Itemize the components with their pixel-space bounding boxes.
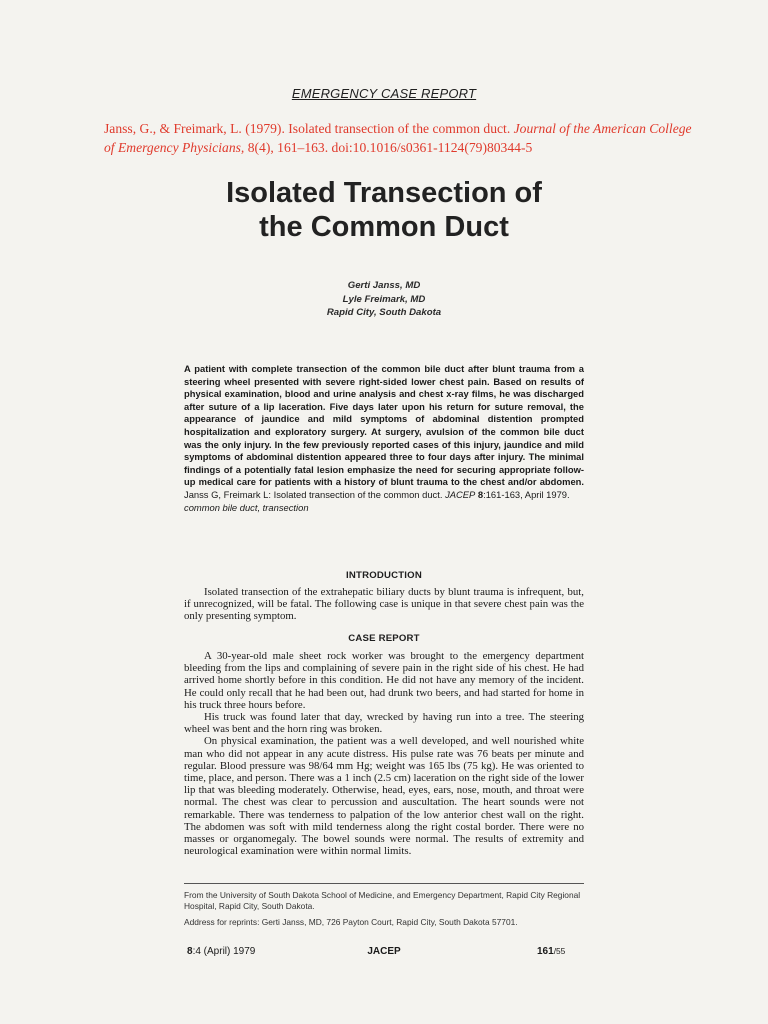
footer-journal-name: JACEP	[367, 946, 401, 957]
abstract-ref-pages: :161-163, April 1979.	[483, 488, 570, 500]
affiliation-footnote: From the University of South Dakota School of Medicine, and Emergency Department, Rapid City Regional Hospital, Rapid City, South Dakota.	[184, 890, 581, 911]
abstract-summary: A patient with complete transection of the common bile duct after blunt trauma from a steering wheel presented with severe right-sided lower chest pain. Based on results of physical examination, blood and urine analysis and chest x-ray films, he was discharged after suture of a lip laceration. Five days later upon his return for suture removal, the appearance of jaundice and mild symptoms of abdominal distention prompted hospitalization and exploratory surgery. At surgery, avulsion of the common bile duct was the only injury. In the few previously reported cases of this injury, jaundice and mild symptoms of abdominal distention appeared three to four days after injury. The minimal findings of a potentially fatal lesion emphasize the need for securing appropriate follow-up medical care for patients with a history of blunt trauma to the chest and/or abdomen.	[184, 363, 584, 488]
author-location: Rapid City, South Dakota	[326, 307, 442, 318]
introduction-heading: INTRODUCTION	[346, 570, 422, 581]
abstract-ref-journal: JACEP	[445, 488, 476, 500]
section-tag: EMERGENCY CASE REPORT	[291, 86, 477, 101]
footer-page-rest: /55	[553, 946, 566, 956]
article-title-line-1: Isolated Transection of	[226, 177, 542, 209]
abstract-keywords: common bile duct, transection	[184, 501, 309, 513]
introduction-paragraph: Isolated transection of the extrahepatic biliary ducts by blunt trauma is infrequent, but, if unrecognized, will be fatal. The following case is unique in that severe chest pain was the only presenting symptom.	[184, 586, 584, 623]
footer-issue-volume: 8	[187, 946, 193, 957]
footer-issue-date: :4 (April) 1979	[192, 946, 256, 957]
author-2: Lyle Freimark, MD	[342, 293, 426, 305]
case-paragraph-2: His truck was found later that day, wrecked by having run into a tree. The steering wheel was bent and the horn ring was broken.	[184, 711, 584, 736]
citation-details: 8(4), 161–163. doi:10.1016/s0361-1124(79)80344-5	[244, 140, 533, 155]
footer-page-bold: 161	[537, 946, 554, 957]
introduction-text	[184, 586, 584, 623]
author-block	[0, 279, 768, 320]
article-title	[0, 176, 768, 244]
abstract-ref-authors: Janss G, Freimark L: Isolated transection of the common duct.	[184, 488, 446, 500]
case-paragraph-1: A 30-year-old male sheet rock worker was brought to the emergency department bleeding from the lips and complaining of severe pain in the right side of his chest. He had arrived home shortly before in this condition. He did not have any memory of the incident. He could only recall that he had been out, had drunk two beers, and had started for home in his truck three hours before.	[184, 650, 584, 711]
citation-journal: Journal of the American College of Emergency Physicians,	[104, 121, 692, 155]
citation	[104, 119, 704, 157]
author-1: Gerti Janss, MD	[347, 280, 421, 291]
reprints-footnote: Address for reprints: Gerti Janss, MD, 726 Payton Court, Rapid City, South Dakota 57701.	[184, 917, 518, 927]
case-report-text	[184, 650, 584, 857]
footer-journal	[0, 946, 768, 957]
abstract-ref-volume: 8	[475, 488, 484, 500]
case-report-heading: CASE REPORT	[348, 633, 420, 644]
citation-text: Janss, G., & Freimark, L. (1979). Isolated transection of the common duct.	[104, 121, 514, 136]
footer-page-number	[537, 946, 565, 957]
article-title-line-2: the Common Duct	[259, 211, 509, 243]
abstract	[184, 363, 584, 514]
abstract-reference	[184, 489, 570, 500]
case-paragraph-3: On physical examination, the patient was a well developed, and well nourished white man who did not appear in any acute distress. His pulse rate was 76 beats per minute and regular. Blood pressure was 98/64 mm Hg; weight was 165 lbs (75 kg). He was oriented to time, place, and person. There was a 1 inch (2.5 cm) laceration on the right side of the lower lip that was bleeding moderately. Otherwise, head, eyes, ears, nose, mouth, and throat were normal. The chest was clear to percussion and auscultation. The heart sounds were not remarkable. There was tenderness to palpation of the low anterior chest wall on the right. The abdomen was soft with mild tenderness along the right costal border. There were no masses or organomegaly. The bowel sounds were normal. The results of extremity and neurological examination were within normal limits.	[184, 735, 584, 858]
footnote-divider	[184, 883, 584, 884]
